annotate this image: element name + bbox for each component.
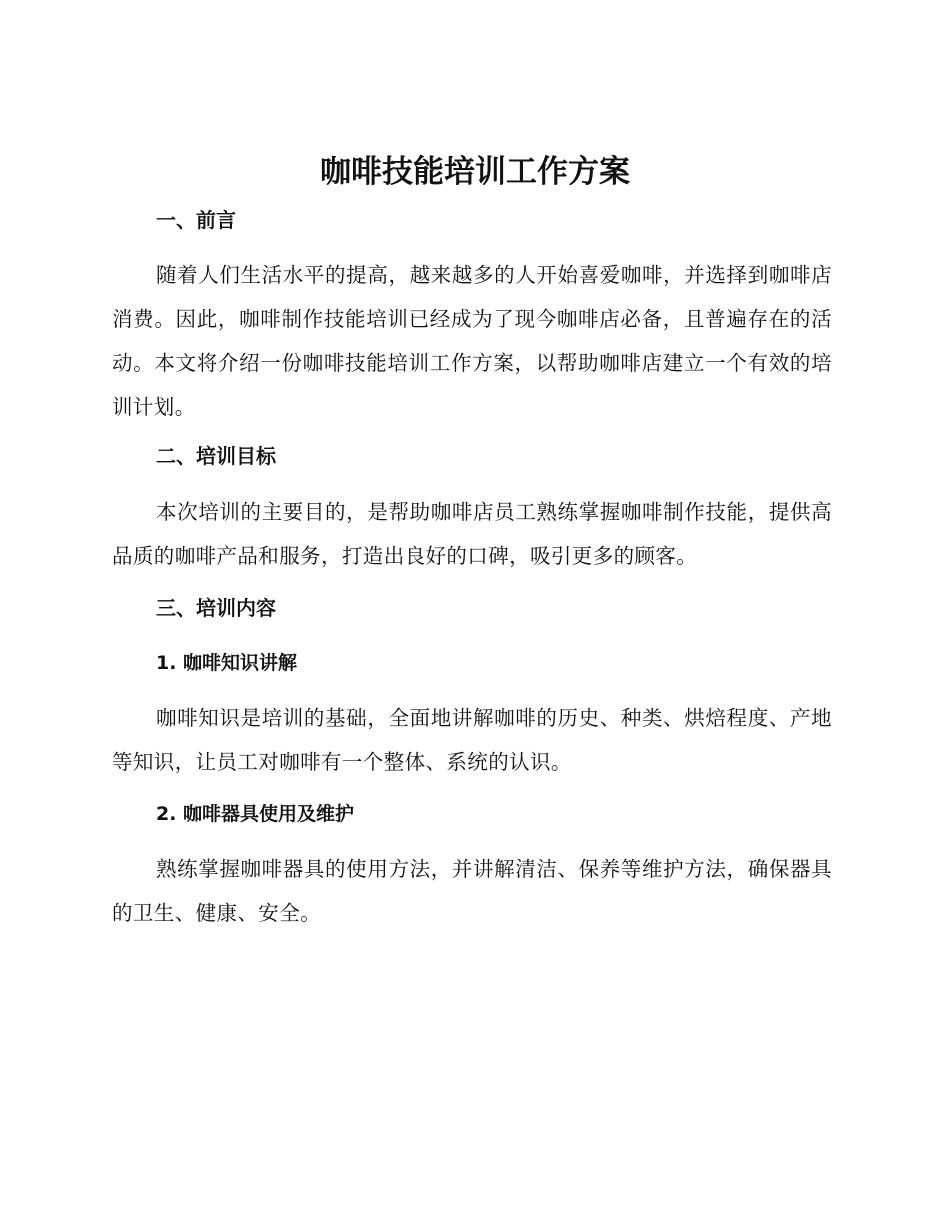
subsection-heading-coffee-knowledge: 1. 咖啡知识讲解	[156, 652, 298, 674]
section-heading-content: 三、培训内容	[156, 596, 276, 620]
subsection-paragraph-coffee-knowledge: 咖啡知识是培训的基础，全面地讲解咖啡的历史、种类、烘焙程度、产地等知识，让员工对咖啡有一个整体、系统的认识。	[112, 706, 832, 774]
section-heading-goals: 二、培训目标	[156, 444, 276, 468]
subsection-paragraph-coffee-equipment: 熟练掌握咖啡器具的使用方法，并讲解清洁、保养等维护方法，确保器具的卫生、健康、安全。	[112, 857, 832, 925]
subsection-heading-coffee-equipment: 2. 咖啡器具使用及维护	[156, 803, 355, 825]
section-paragraph-preface: 随着人们生活水平的提高，越来越多的人开始喜爱咖啡，并选择到咖啡店消费。因此，咖啡制作技能培训已经成为了现今咖啡店必备，且普遍存在的活动。本文将介绍一份咖啡技能培训工作方案，以帮助咖啡店建立一个有效的培训计划。	[112, 263, 832, 419]
section-paragraph-goals: 本次培训的主要目的，是帮助咖啡店员工熟练掌握咖啡制作技能，提供高品质的咖啡产品和服务，打造出良好的口碑，吸引更多的顾客。	[112, 500, 832, 568]
document-title: 咖啡技能培训工作方案	[320, 154, 630, 190]
section-heading-preface: 一、前言	[156, 208, 236, 232]
